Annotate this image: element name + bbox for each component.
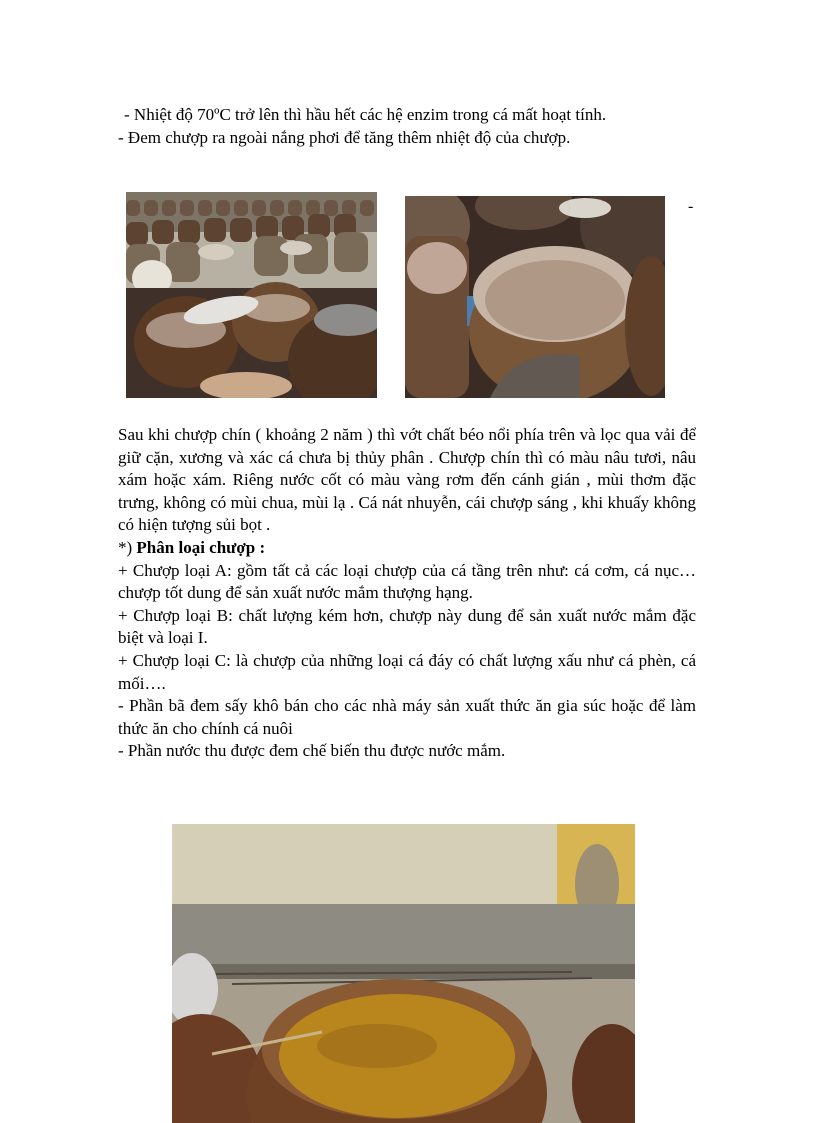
- body-text: [118, 424, 696, 763]
- list-item: - Phần bã đem sấy khô bán cho các nhà máy sản xuất thức ăn gia súc hoặc để làm thức ăn cho chính cá nuôi: [118, 696, 696, 738]
- line-temperature: - Nhiệt độ 70ºC trở lên thì hầu hết các hệ enzim trong cá mất hoạt tính.: [124, 105, 607, 124]
- classification-heading: [118, 537, 696, 560]
- stray-mark: -: [688, 198, 694, 215]
- photo-jar-rows: [126, 192, 377, 398]
- heading-text: Phân loại chượp :: [136, 537, 266, 557]
- list-item: - Phần nước thu được đem chế biến thu được nước mắm.: [118, 741, 506, 761]
- intro-paragraph: Sau khi chượp chín ( khoảng 2 năm ) thì vớt chất béo nổi phía trên và lọc qua vải để giữ cặn, xương và xác cá chưa bị thủy phân . Chượp chín thì có màu nâu tươi, nâu xám hoặc xám. Riêng nước cốt có màu vàng rơm đến cánh gián , mùi thơm đặc trưng, không có mùi chua, mùi lạ . Cá nát nhuyễn, cái chượp sáng , khi khuấy không có hiện tượng sủi bọt .: [118, 425, 696, 535]
- heading-prefix: *): [118, 537, 137, 557]
- list-item: + Chượp loại A: gồm tất cả các loại chượp của cá tầng trên như: cá cơm, cá nục…chượp tốt dung để sản xuất nước mắm thượng hạng.: [118, 560, 696, 603]
- line-sun-drying: - Đem chượp ra ngoài nắng phơi để tăng thêm nhiệt độ của chượp.: [118, 128, 571, 147]
- list-item: + Chượp loại B: chất lượng kém hơn, chượp này dung để sản xuất nước mắm đặc biệt và loại I.: [118, 605, 696, 648]
- photo-jar-closeup: [405, 196, 665, 398]
- list-item: + Chượp loại C: là chượp của những loại cá đáy có chất lượng xấu như cá phèn, cá mối….: [118, 650, 696, 693]
- photo-fish-sauce-jar: [172, 824, 635, 1123]
